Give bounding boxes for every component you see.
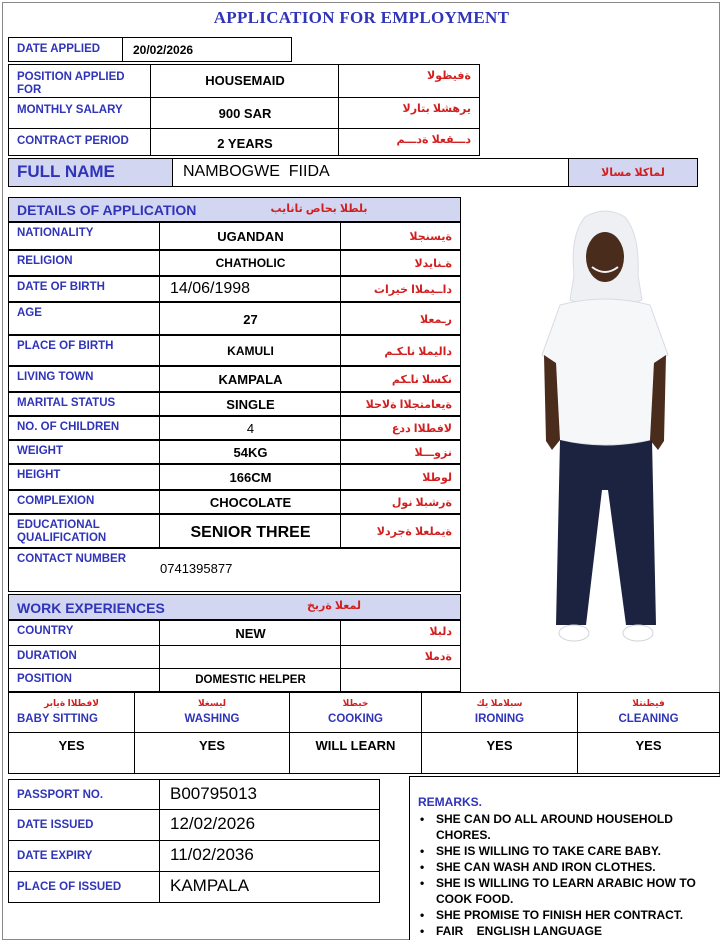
passport-label: DATE ISSUED bbox=[17, 819, 94, 831]
skill-value: YES bbox=[198, 738, 225, 753]
work-header bbox=[8, 594, 461, 620]
details-value: KAMPALA bbox=[218, 372, 283, 387]
passport-label-cell bbox=[8, 840, 161, 872]
details-label: HEIGHT bbox=[17, 469, 61, 481]
skill-header-cell bbox=[134, 692, 290, 733]
salary-arabic: يرهشلا بتارلا bbox=[402, 103, 471, 115]
position-label-cell bbox=[8, 64, 152, 98]
details-arabic: ةيعامتجلاا ةلاحلا bbox=[365, 399, 452, 411]
details-label: LIVING TOWN bbox=[17, 371, 94, 383]
details-arabic-cell bbox=[340, 276, 461, 302]
details-arabic: داــيملاا خيرات bbox=[373, 284, 452, 296]
remark-item bbox=[418, 875, 720, 907]
bullet-icon: • bbox=[420, 844, 425, 858]
skill-label: CLEANING bbox=[618, 713, 679, 725]
details-value-cell bbox=[159, 440, 342, 464]
bullet-icon: • bbox=[420, 924, 425, 938]
remark-text: SHE IS WILLING TO LEARN ARABIC HOW TO COOK FOOD. bbox=[436, 876, 700, 906]
passport-label-cell bbox=[8, 779, 161, 810]
passport-label-cell bbox=[8, 871, 161, 903]
work-value-cell bbox=[159, 668, 342, 692]
details-arabic-cell bbox=[340, 366, 461, 392]
details-value: SINGLE bbox=[226, 397, 275, 412]
full-name-arabic: لماكلا مسالا bbox=[601, 167, 665, 179]
full-name-arabic-cell bbox=[568, 158, 698, 187]
passport-value-cell bbox=[159, 809, 380, 841]
details-label: AGE bbox=[17, 307, 42, 319]
details-label: CONTACT NUMBER bbox=[17, 553, 127, 565]
salary-value-cell bbox=[150, 97, 340, 129]
bullet-icon: • bbox=[420, 908, 425, 922]
details-arabic: نكسلا ناـكم bbox=[391, 374, 452, 386]
work-arabic-cell bbox=[340, 620, 461, 646]
skill-value-cell bbox=[421, 732, 578, 774]
position-arabic-cell bbox=[338, 64, 480, 98]
work-label-cell bbox=[8, 645, 161, 669]
remark-text: SHE CAN DO ALL AROUND HOUSEHOLD CHORES. bbox=[436, 812, 677, 842]
details-value: 27 bbox=[243, 311, 258, 327]
work-label-cell bbox=[8, 668, 161, 692]
remark-item bbox=[418, 859, 720, 875]
work-value: DOMESTIC HELPER bbox=[195, 674, 306, 686]
work-arabic bbox=[341, 669, 460, 673]
skill-value: YES bbox=[486, 738, 513, 753]
skill-value: YES bbox=[635, 738, 662, 753]
passport-value-cell bbox=[159, 871, 380, 903]
details-label-cell bbox=[8, 440, 161, 464]
bullet-icon: • bbox=[420, 860, 425, 874]
details-arabic: ةـنايدلا bbox=[414, 258, 452, 270]
skill-arabic: خبطلا bbox=[342, 698, 369, 708]
details-value: 4 bbox=[246, 421, 255, 436]
passport-label: DATE EXPIRY bbox=[17, 850, 93, 862]
passport-value-cell bbox=[159, 840, 380, 872]
passport-label-cell bbox=[8, 809, 161, 841]
remark-item bbox=[418, 907, 720, 923]
details-label-cell bbox=[8, 464, 161, 490]
passport-label: PLACE OF ISSUED bbox=[17, 881, 122, 893]
work-value-cell bbox=[159, 645, 342, 669]
details-label: PLACE OF BIRTH bbox=[17, 340, 114, 352]
full-name-label: FULL NAME bbox=[17, 162, 115, 181]
details-label-cell bbox=[8, 490, 161, 514]
details-arabic-cell bbox=[340, 416, 461, 440]
skill-value-cell bbox=[134, 732, 290, 774]
details-value-cell bbox=[159, 250, 342, 276]
work-arabic-cell bbox=[340, 668, 461, 692]
details-arabic: لافطلاا ددع bbox=[391, 423, 452, 435]
full-name-value-cell bbox=[172, 158, 570, 187]
position-arabic: ةفيظولا bbox=[427, 70, 471, 82]
details-label: COMPLEXION bbox=[17, 495, 95, 507]
contract-arabic-cell bbox=[338, 128, 480, 156]
details-value-cell bbox=[159, 464, 342, 490]
salary-label: MONTHLY SALARY bbox=[17, 104, 123, 116]
details-arabic-cell bbox=[340, 440, 461, 464]
remark-text: SHE CAN WASH AND IRON CLOTHES. bbox=[436, 860, 656, 874]
details-value-cell bbox=[159, 392, 342, 416]
remark-item bbox=[418, 843, 720, 859]
remark-text: SHE IS WILLING TO TAKE CARE BABY. bbox=[436, 844, 661, 858]
details-label: WEIGHT bbox=[17, 445, 63, 457]
details-value: CHOCOLATE bbox=[209, 495, 292, 510]
page-title: APPLICATION FOR EMPLOYMENT bbox=[213, 8, 510, 27]
details-header-label: DETAILS OF APPLICATION bbox=[17, 202, 197, 218]
passport-value: B00795013 bbox=[170, 784, 257, 803]
work-arabic: ةدملا bbox=[424, 651, 452, 663]
details-arabic: ةرشبلا نول bbox=[391, 497, 452, 509]
details-arabic-cell bbox=[340, 392, 461, 416]
details-label-cell bbox=[8, 548, 161, 592]
contract-value: 2 YEARS bbox=[217, 136, 273, 151]
details-label: EDUCATIONAL QUALIFICATION bbox=[17, 519, 107, 544]
bullet-icon: • bbox=[420, 812, 425, 826]
remarks-box bbox=[409, 776, 720, 940]
salary-label-cell bbox=[8, 97, 152, 129]
details-label: NATIONALITY bbox=[17, 227, 94, 239]
work-label: DURATION bbox=[17, 650, 77, 662]
remark-item bbox=[418, 923, 720, 939]
details-header-arabic: بلطلا بحاص تانايب bbox=[270, 203, 368, 215]
details-label-cell bbox=[8, 335, 161, 366]
skill-value: WILL LEARN bbox=[315, 738, 396, 753]
details-arabic-cell bbox=[340, 514, 461, 548]
details-label-cell bbox=[8, 366, 161, 392]
details-arabic-cell bbox=[340, 464, 461, 490]
work-label: COUNTRY bbox=[17, 625, 74, 637]
contract-arabic: دـــقعلا ةدـــم bbox=[396, 134, 471, 146]
skill-arabic: لافطلاا ةيابر bbox=[44, 698, 99, 708]
work-value bbox=[160, 646, 341, 651]
passport-value: 12/02/2026 bbox=[170, 814, 256, 833]
details-arabic: داليملا ناـكـم bbox=[384, 345, 452, 358]
skill-label: COOKING bbox=[328, 713, 383, 725]
details-value: SENIOR THREE bbox=[190, 524, 311, 541]
contract-label-cell bbox=[8, 128, 152, 156]
position-label: POSITION APPLIED FOR bbox=[17, 71, 125, 96]
work-label: POSITION bbox=[17, 673, 72, 685]
details-value-cell bbox=[159, 302, 342, 335]
details-label: MARITAL STATUS bbox=[17, 397, 116, 409]
full-name-value: NAMBOGWE FIIDA bbox=[183, 163, 330, 180]
skill-value-cell bbox=[577, 732, 720, 774]
skill-label: IRONING bbox=[474, 713, 525, 725]
work-header-label: WORK EXPERIENCES bbox=[17, 600, 165, 616]
contact-number-cell bbox=[159, 548, 461, 592]
work-value-cell bbox=[159, 620, 342, 646]
contact-number-value: 0741395877 bbox=[160, 561, 233, 576]
date-applied-label-cell bbox=[8, 37, 124, 62]
skill-header-cell bbox=[289, 692, 422, 733]
details-label-cell bbox=[8, 514, 161, 548]
details-header bbox=[8, 197, 461, 222]
contract-value-cell bbox=[150, 128, 340, 156]
bullet-icon: • bbox=[420, 876, 425, 890]
details-label-cell bbox=[8, 222, 161, 250]
details-arabic: ةيسنجلا bbox=[409, 231, 452, 243]
details-value-cell bbox=[159, 416, 342, 440]
details-value: 166CM bbox=[229, 470, 272, 485]
passport-value-cell bbox=[159, 779, 380, 810]
full-name-label-cell bbox=[8, 158, 174, 187]
details-value-cell bbox=[159, 366, 342, 392]
details-value-cell bbox=[159, 276, 342, 302]
remark-text: FAIR ENGLISH LANGUAGE bbox=[436, 924, 603, 938]
details-value: KAMULI bbox=[227, 343, 274, 358]
date-applied-value-cell bbox=[122, 37, 292, 62]
details-arabic-cell bbox=[340, 302, 461, 335]
work-header-arabic: لمعلا ةربخ bbox=[306, 600, 361, 612]
remark-item bbox=[418, 811, 720, 843]
date-applied-label: DATE APPLIED bbox=[17, 43, 101, 55]
details-label: RELIGION bbox=[17, 255, 73, 267]
remark-text: SHE PROMISE TO FINISH HER CONTRACT. bbox=[436, 908, 684, 922]
details-value: CHATHOLIC bbox=[215, 256, 286, 270]
details-label: NO. OF CHILDREN bbox=[17, 421, 120, 433]
details-value-cell bbox=[159, 514, 342, 548]
position-value-cell bbox=[150, 64, 340, 98]
details-arabic-cell bbox=[340, 222, 461, 250]
skill-value: YES bbox=[58, 738, 85, 753]
salary-value: 900 SAR bbox=[218, 106, 272, 121]
details-arabic: رـمعلا bbox=[419, 313, 452, 326]
details-label: DATE OF BIRTH bbox=[17, 281, 105, 293]
details-arabic-cell bbox=[340, 335, 461, 366]
skill-label: WASHING bbox=[184, 713, 240, 725]
details-label-cell bbox=[8, 416, 161, 440]
details-value: 14/06/1998 bbox=[170, 280, 251, 297]
details-arabic: نزوـــلا bbox=[414, 447, 452, 459]
skill-header-cell bbox=[8, 692, 135, 733]
details-arabic-cell bbox=[340, 250, 461, 276]
work-arabic: دلبلا bbox=[429, 626, 452, 638]
work-label-cell bbox=[8, 620, 161, 646]
skill-arabic: فيظنتلا bbox=[632, 698, 665, 708]
details-value: 54KG bbox=[233, 445, 268, 460]
passport-value: 11/02/2036 bbox=[170, 845, 254, 864]
skill-header-cell bbox=[421, 692, 578, 733]
remarks-title: REMARKS. bbox=[418, 795, 483, 809]
remarks-list bbox=[418, 811, 720, 939]
details-arabic: ةيملعلا ةجردلا bbox=[376, 526, 452, 538]
passport-label: PASSPORT NO. bbox=[17, 789, 104, 801]
skill-arabic: سبلاملا يك bbox=[476, 698, 523, 708]
details-label-cell bbox=[8, 392, 161, 416]
skill-value-cell bbox=[289, 732, 422, 774]
details-label-cell bbox=[8, 302, 161, 335]
details-value-cell bbox=[159, 490, 342, 514]
details-value-cell bbox=[159, 222, 342, 250]
details-arabic: لوطلا bbox=[422, 472, 452, 484]
passport-value: KAMPALA bbox=[170, 876, 250, 895]
skill-value-cell bbox=[8, 732, 135, 774]
details-value-cell bbox=[159, 335, 342, 366]
salary-arabic-cell bbox=[338, 97, 480, 129]
position-value: HOUSEMAID bbox=[205, 73, 285, 88]
skill-label: BABY SITTING bbox=[17, 713, 98, 725]
details-label-cell bbox=[8, 250, 161, 276]
applicant-photo bbox=[530, 205, 680, 655]
skill-header-cell bbox=[577, 692, 720, 733]
work-value: NEW bbox=[235, 626, 266, 641]
work-arabic-cell bbox=[340, 645, 461, 669]
details-arabic-cell bbox=[340, 490, 461, 514]
skill-arabic: ليسغلا bbox=[197, 698, 227, 708]
details-value: UGANDAN bbox=[217, 229, 284, 244]
details-label-cell bbox=[8, 276, 161, 302]
date-applied-value: 20/02/2026 bbox=[133, 43, 194, 57]
contract-label: CONTRACT PERIOD bbox=[17, 135, 129, 147]
